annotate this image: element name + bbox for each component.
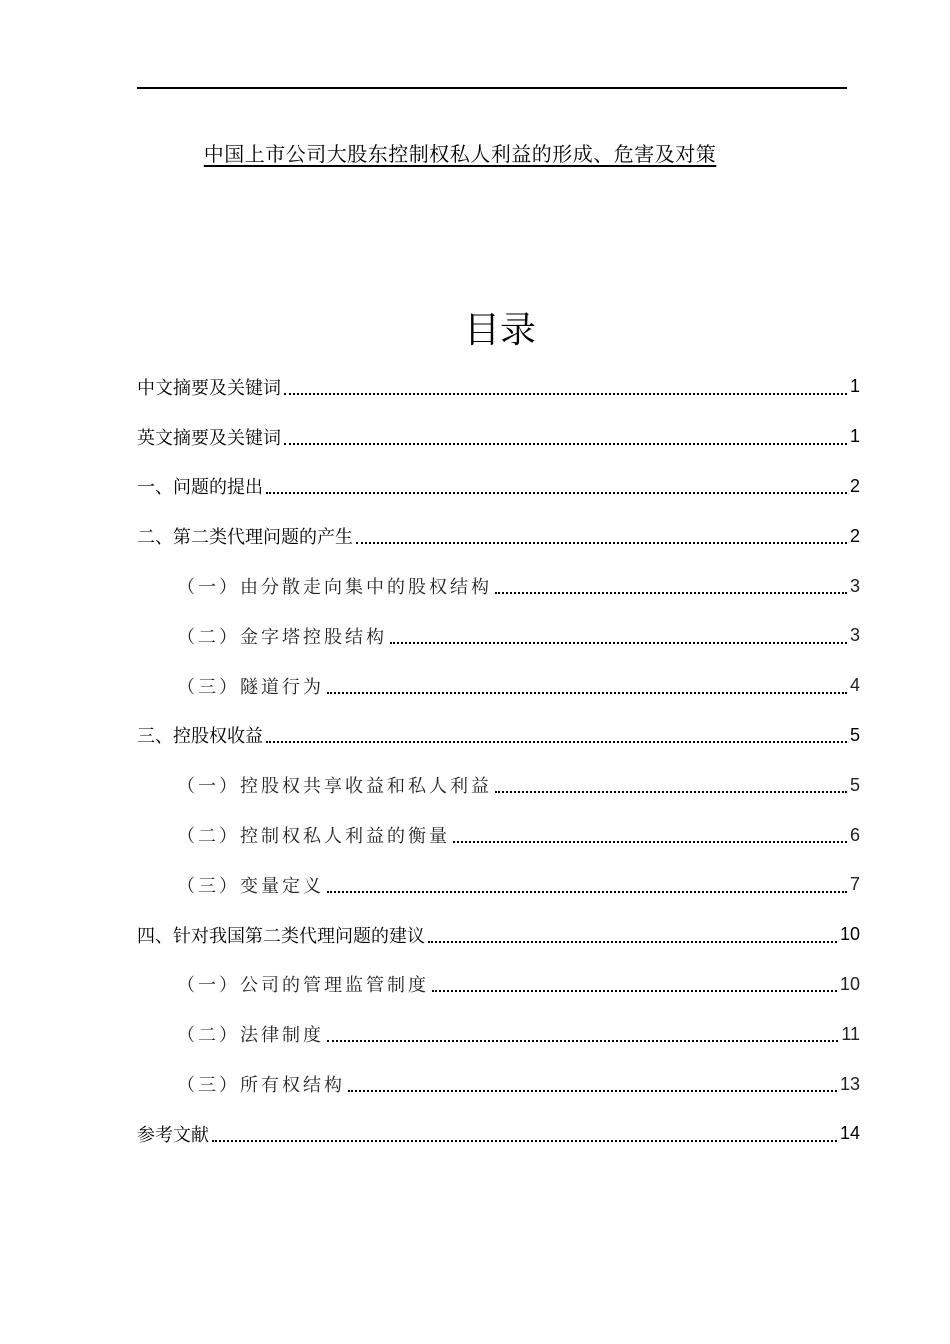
table-of-contents xyxy=(137,362,860,1159)
toc-entry-label: 三、控股权收益 xyxy=(137,726,263,748)
toc-entry[interactable] xyxy=(137,960,860,1010)
toc-entry-label: （一）公司的管理监管制度 xyxy=(177,975,429,997)
toc-entry-page-number: 13 xyxy=(839,1073,860,1094)
toc-entry[interactable] xyxy=(137,910,860,960)
toc-entry-page-number: 4 xyxy=(849,675,860,696)
toc-dot-leader xyxy=(266,492,847,494)
header-rule xyxy=(137,87,847,89)
toc-dot-leader xyxy=(327,891,847,893)
toc-entry-label: （二）控制权私人利益的衡量 xyxy=(177,826,450,848)
toc-entry[interactable] xyxy=(137,810,860,860)
toc-entry-label: （三）变量定义 xyxy=(177,875,324,897)
toc-entry-label: 中文摘要及关键词 xyxy=(137,377,281,399)
toc-entry-label: 英文摘要及关键词 xyxy=(137,427,281,449)
toc-entry-page-number: 2 xyxy=(849,525,860,546)
toc-entry-label: 参考文献 xyxy=(137,1124,209,1146)
toc-entry-page-number: 6 xyxy=(849,824,860,845)
toc-dot-leader xyxy=(495,592,847,594)
toc-entry[interactable] xyxy=(137,1059,860,1109)
toc-dot-leader xyxy=(212,1140,837,1142)
toc-dot-leader xyxy=(495,791,847,793)
toc-entry-page-number: 5 xyxy=(849,724,860,745)
toc-entry-label: 四、针对我国第二类代理问题的建议 xyxy=(137,925,425,947)
toc-entry[interactable] xyxy=(137,362,860,412)
toc-entry[interactable] xyxy=(137,561,860,611)
toc-heading: 目录 xyxy=(463,310,536,351)
toc-entry-page-number: 10 xyxy=(839,924,860,945)
toc-entry-label: 二、第二类代理问题的产生 xyxy=(137,527,353,549)
toc-entry[interactable] xyxy=(137,412,860,462)
toc-entry[interactable] xyxy=(137,1009,860,1059)
toc-entry[interactable] xyxy=(137,860,860,910)
toc-dot-leader xyxy=(348,1090,837,1092)
toc-dot-leader xyxy=(432,990,837,992)
toc-dot-leader xyxy=(266,741,847,743)
toc-entry-label: （二）法律制度 xyxy=(177,1025,324,1047)
toc-dot-leader xyxy=(327,692,847,694)
toc-entry-page-number: 10 xyxy=(839,973,860,994)
toc-entry-label: （三）所有权结构 xyxy=(177,1075,345,1097)
toc-entry-label: （一）由分散走向集中的股权结构 xyxy=(177,577,492,599)
toc-entry-label: 一、问题的提出 xyxy=(137,477,263,499)
toc-entry-page-number: 3 xyxy=(849,625,860,646)
toc-entry[interactable] xyxy=(137,611,860,661)
toc-entry-page-number: 1 xyxy=(849,376,860,397)
toc-dot-leader xyxy=(327,1040,838,1042)
toc-entry-page-number: 1 xyxy=(849,426,860,447)
toc-dot-leader xyxy=(284,393,847,395)
toc-entry-page-number: 14 xyxy=(839,1123,860,1144)
toc-entry-page-number: 11 xyxy=(841,1023,860,1044)
toc-dot-leader xyxy=(453,841,847,843)
toc-entry-page-number: 5 xyxy=(849,774,860,795)
toc-dot-leader xyxy=(428,941,837,943)
toc-entry-label: （三）隧道行为 xyxy=(177,676,324,698)
toc-entry[interactable] xyxy=(137,511,860,561)
toc-entry[interactable] xyxy=(137,711,860,761)
toc-dot-leader xyxy=(390,642,847,644)
toc-entry-page-number: 7 xyxy=(849,874,860,895)
toc-dot-leader xyxy=(356,542,847,544)
document-title: 中国上市公司大股东控制权私人利益的形成、危害及对策 xyxy=(203,142,717,166)
toc-entry[interactable] xyxy=(137,1109,860,1159)
toc-entry-label: （二）金字塔控股结构 xyxy=(177,626,387,648)
toc-entry[interactable] xyxy=(137,760,860,810)
toc-entry-page-number: 2 xyxy=(849,475,860,496)
toc-entry[interactable] xyxy=(137,661,860,711)
toc-entry[interactable] xyxy=(137,462,860,512)
toc-entry-label: （一）控股权共享收益和私人利益 xyxy=(177,776,492,798)
toc-entry-page-number: 3 xyxy=(849,575,860,596)
toc-dot-leader xyxy=(284,443,847,445)
